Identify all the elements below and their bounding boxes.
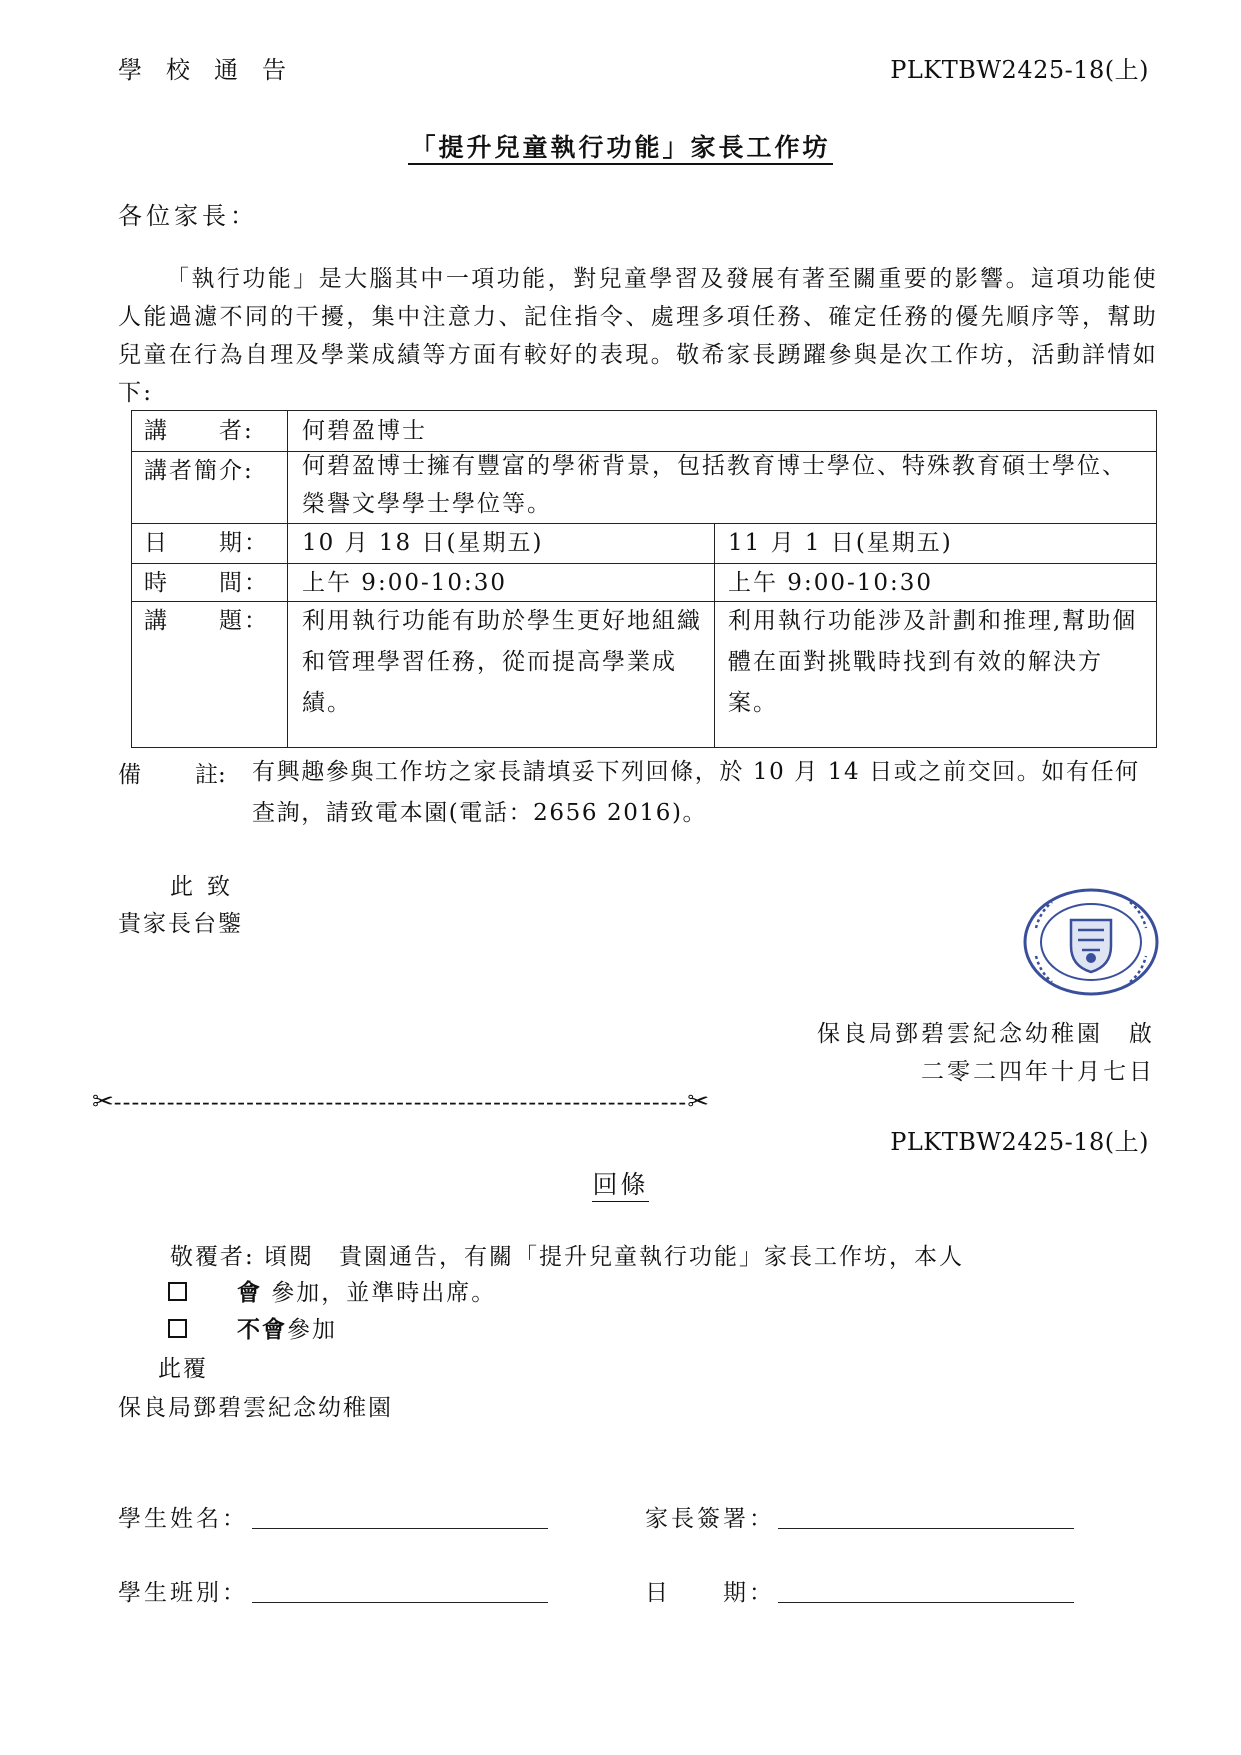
- issue-date: 二零二四年十月七日: [921, 1059, 1155, 1085]
- remark-text: 有興趣參與工作坊之家長請填妥下列回條，於 10 月 14 日或之前交回。如有任何查詢，請致電本園(電話：2656 2016)。: [252, 759, 1140, 826]
- speaker-bio: 何碧盈博士擁有豐富的學術背景，包括教育博士學位、特殊教育碩士學位、榮譽文學學士學位等。: [302, 453, 1127, 517]
- attend-checkbox[interactable]: [168, 1282, 187, 1301]
- time-label: 時 間：: [144, 570, 269, 596]
- cut-dashes: -----------------------------------------------------------------: [113, 1090, 688, 1116]
- topic-label: 講 題：: [144, 608, 269, 634]
- table-divider: [132, 563, 1156, 564]
- parent-signature-field[interactable]: [778, 1528, 1074, 1529]
- student-name-field[interactable]: [252, 1528, 548, 1529]
- speaker-name: 何碧盈博士: [302, 418, 427, 444]
- document-title: [0, 128, 1241, 164]
- session-2-time: 上午 9:00-10:30: [728, 570, 934, 596]
- reference-number: PLKTBW2425-18(上): [890, 56, 1149, 84]
- table-divider: [132, 523, 1156, 524]
- option-attend[interactable]: [168, 1274, 496, 1307]
- reply-statement: 敬覆者: 頃閱 貴園通告，有關「提升兒童執行功能」家長工作坊，本人: [170, 1244, 965, 1270]
- reply-closing: 此覆: [158, 1356, 208, 1382]
- not-attend-checkbox[interactable]: [168, 1319, 187, 1338]
- date-field-label: 日 期：: [645, 1580, 775, 1606]
- intro-paragraph: 「執行功能」是大腦其中一項功能，對兒童學習及發展有著至關重要的影響。這項功能使人能過濾不同的干擾，集中注意力、記住指令、處理多項任務、確定任務的優先順序等，幫助兒童在行為自理及學業成績等方面有較好的表現。敬希家長踴躍參與是次工作坊，活動詳情如下:: [118, 266, 1158, 406]
- reply-reference-number: PLKTBW2425-18(上): [890, 1128, 1149, 1156]
- event-details-table: [131, 410, 1157, 748]
- remark-label: 備: [118, 762, 141, 788]
- student-name-label: 學生姓名：: [118, 1506, 248, 1532]
- table-divider: [714, 523, 715, 747]
- school-seal-icon: [1022, 888, 1160, 996]
- notice-label: 學校通告: [118, 56, 310, 84]
- closing-addressee: 貴家長台鑒: [118, 911, 243, 937]
- option-not-attend[interactable]: [168, 1311, 337, 1344]
- reply-slip-title: [0, 1165, 1241, 1201]
- cut-line: [92, 1087, 709, 1117]
- salutation: 各位家長：: [118, 202, 258, 230]
- scissors-icon: ✂: [687, 1087, 709, 1117]
- attend-text: 參加，並準時出席。: [262, 1280, 497, 1306]
- not-attend-keyword: 不會: [237, 1316, 287, 1343]
- bio-label: 講者簡介:: [144, 458, 254, 484]
- remark-label-suffix: 註:: [195, 762, 226, 788]
- attend-keyword: 會: [237, 1279, 262, 1306]
- session-1-topic: 利用執行功能有助於學生更好地組織和管理學習任務，從而提高學業成績。: [302, 608, 702, 716]
- table-divider: [287, 411, 288, 747]
- date-label: 日 期：: [144, 530, 269, 556]
- closing-phrase: 此致: [170, 874, 244, 900]
- sender-name: 保良局鄧碧雲紀念幼稚園 啟: [817, 1021, 1155, 1047]
- student-class-label: 學生班別：: [118, 1580, 248, 1606]
- not-attend-text: 參加: [287, 1317, 337, 1343]
- reply-slip-title-text: 回條: [592, 1170, 648, 1202]
- session-1-time: 上午 9:00-10:30: [302, 570, 508, 596]
- student-class-field[interactable]: [252, 1602, 548, 1603]
- speaker-label: 講 者:: [144, 418, 254, 444]
- document-title-text: 「提升兒童執行功能」家長工作坊: [408, 133, 832, 165]
- session-2-date: 11 月 1 日(星期五): [728, 530, 953, 556]
- reply-addressee: 保良局鄧碧雲紀念幼稚園: [118, 1395, 393, 1421]
- session-1-date: 10 月 18 日(星期五): [302, 530, 544, 556]
- scissors-icon: ✂: [92, 1087, 114, 1117]
- date-field[interactable]: [778, 1602, 1074, 1603]
- parent-signature-label: 家長簽署：: [645, 1506, 775, 1532]
- session-2-topic: 利用執行功能涉及計劃和推理,幫助個體在面對挑戰時找到有效的解決方案。: [728, 608, 1138, 716]
